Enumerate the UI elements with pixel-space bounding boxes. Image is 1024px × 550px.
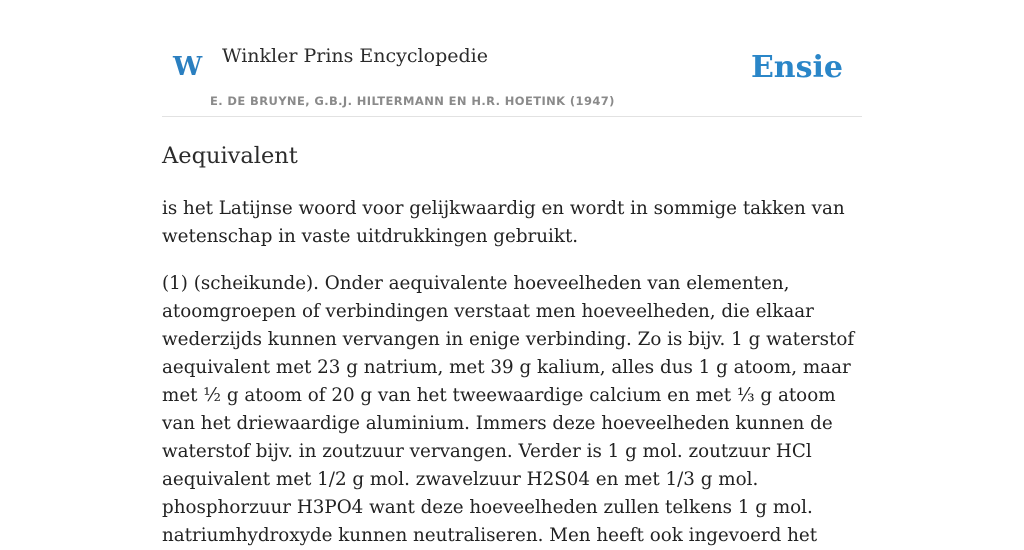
source-header bbox=[162, 0, 862, 117]
brand-logo[interactable]: Ensie bbox=[750, 50, 843, 85]
source-authors: E. DE BRUYNE, G.B.J. HILTERMANN EN H.R. HOETINK (1947) bbox=[210, 94, 615, 108]
document-page bbox=[162, 0, 862, 550]
entry-paragraph: (1) (scheikunde). Onder aequivalente hoeveelheden van elementen, atoomgroepen of verbindingen verstaat men hoeveelheden, die elkaar wederzijds kunnen vervangen in enige verbinding. Zo is bijv. 1 g waterstof aequivalent met 23 g natrium, met 39 g kalium, alles dus 1 g atoom, maar met ½ g atoom of 20 g van het tweewaardige calcium en met ⅓ g atoom van het driewaardige aluminium. Immers deze hoeveelheden kunnen de waterstof bijv. in zoutzuur vervangen. Verder is 1 g mol. zoutzuur HCl aequivalent met 1/2 g mol. zwavelzuur H2S04 en met 1/3 g mol. phosphorzuur H3PO4 want deze hoeveelheden zullen telkens 1 g mol. natriumhydroxyde kunnen neutraliseren. Men heeft ook ingevoerd het bbox=[162, 273, 855, 546]
entry-paragraph: is het Latijnse woord voor gelijkwaardig en wordt in sommige takken van wetenschap in vaste uitdrukkingen gebruikt. bbox=[162, 198, 845, 247]
source-title-link[interactable]: Winkler Prins Encyclopedie bbox=[222, 45, 488, 67]
source-logo[interactable]: W bbox=[173, 52, 203, 82]
entry-title: Aequivalent bbox=[162, 143, 298, 169]
